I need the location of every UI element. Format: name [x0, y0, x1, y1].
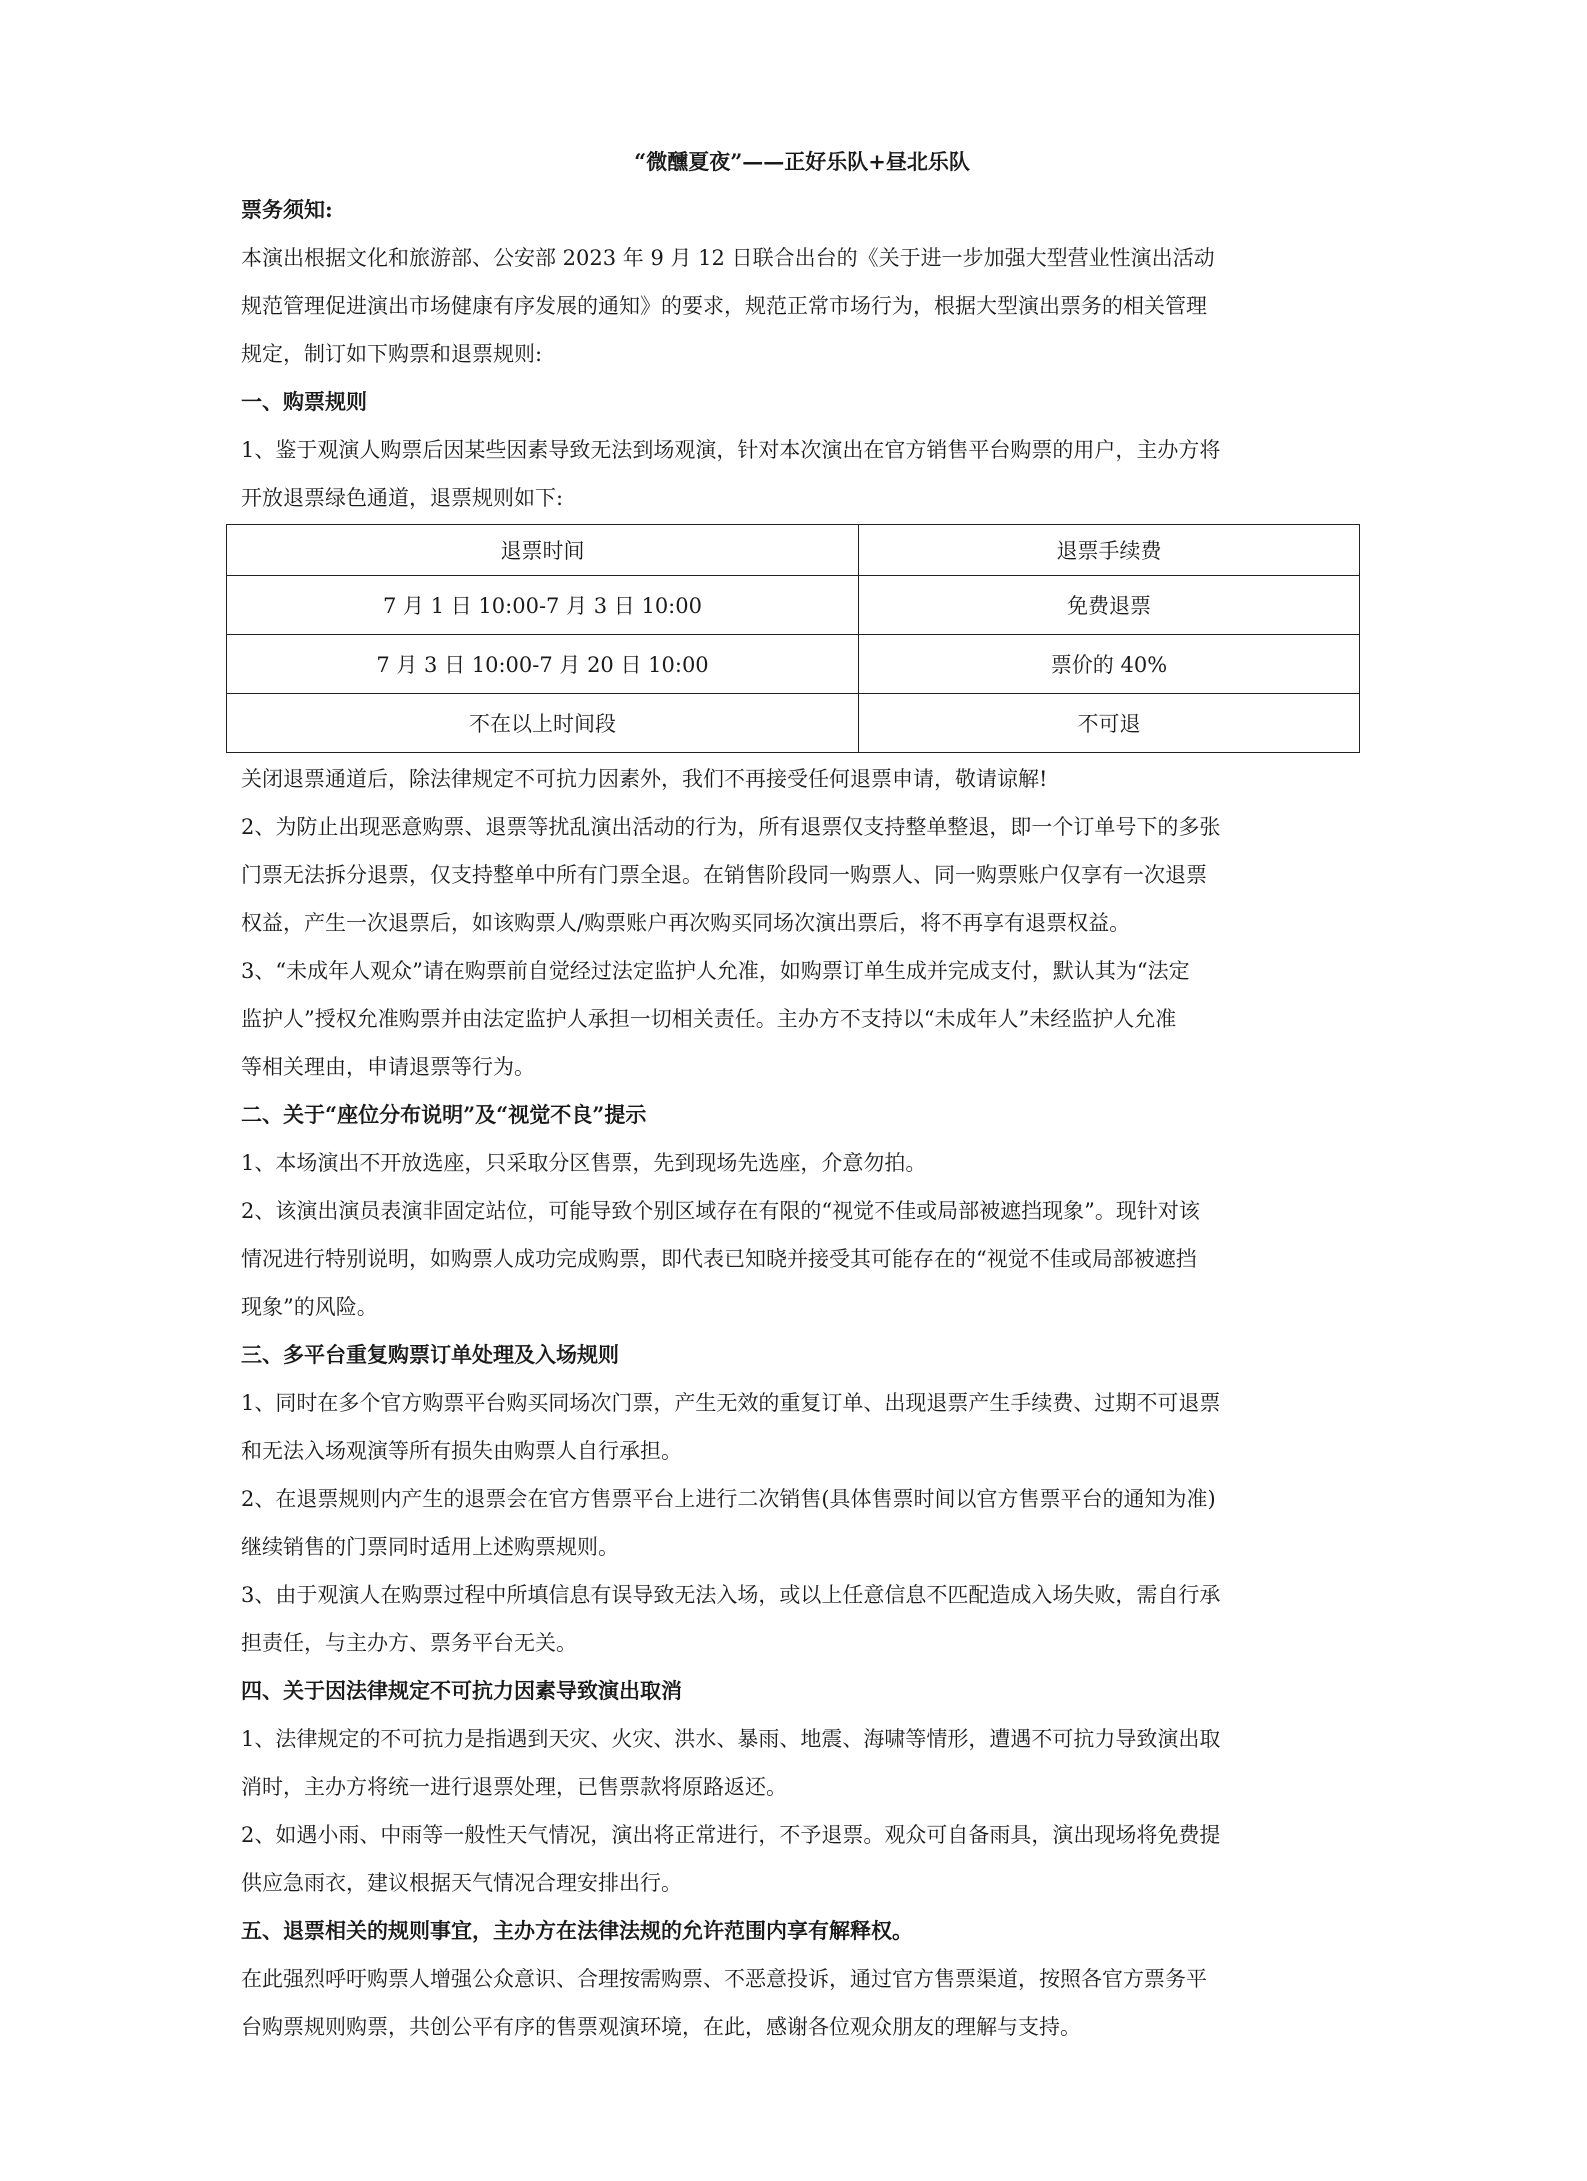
table-row [227, 694, 1360, 753]
table-header-cell: 退票时间 [227, 525, 859, 576]
text-line: 3、“未成年人观众”请在购票前自觉经过法定监护人允准，如购票订单生成并完成支付，默认其为“法定 [241, 959, 1190, 983]
text-line: 规范管理促进演出市场健康有序发展的通知》的要求，规范正常市场行为，根据大型演出票务的相关管理 [241, 294, 1207, 318]
refund-fee-table [226, 524, 1360, 753]
table-cell: 7 月 3 日 10:00-7 月 20 日 10:00 [227, 635, 859, 694]
intro-paragraph [241, 234, 1363, 378]
text-line: 1、同时在多个官方购票平台购买同场次门票，产生无效的重复订单、出现退票产生手续费、过期不可退票 [241, 1391, 1221, 1415]
text-line: 在此强烈呼吁购票人增强公众意识、合理按需购票、不恶意投诉，通过官方售票渠道，按照各官方票务平 [241, 1967, 1207, 1991]
section-3-paragraph-3 [241, 1571, 1363, 1667]
text-line: 1、本场演出不开放选座，只采取分区售票，先到现场先选座，介意勿拍。 [241, 1151, 927, 1175]
text-line: 继续销售的门票同时适用上述购票规则。 [241, 1535, 619, 1559]
text-line: 和无法入场观演等所有损失由购票人自行承担。 [241, 1439, 682, 1463]
text-line: 现象”的风险。 [241, 1295, 378, 1319]
text-line: 供应急雨衣，建议根据天气情况合理安排出行。 [241, 1871, 682, 1895]
text-line: 监护人”授权允准购票并由法定监护人承担一切相关责任。主办方不支持以“未成年人”未经监护人允准 [241, 1007, 1177, 1031]
section-heading: 四、关于因法律规定不可抗力因素导致演出取消 [241, 1678, 682, 1703]
table-row [227, 635, 1360, 694]
after-table-note: 关闭退票通道后，除法律规定不可抗力因素外，我们不再接受任何退票申请，敬请谅解! [241, 767, 1048, 791]
text-line: 2、为防止出现恶意购票、退票等扰乱演出活动的行为，所有退票仅支持整单整退，即一个订单号下的多张 [241, 815, 1221, 839]
table-cell: 票价的 40% [859, 635, 1360, 694]
section-heading: 一、购票规则 [241, 389, 367, 414]
table-cell: 7 月 1 日 10:00-7 月 3 日 10:00 [227, 576, 859, 635]
section-1-paragraph-1 [241, 426, 1363, 522]
table-row [227, 576, 1360, 635]
table-cell: 不在以上时间段 [227, 694, 859, 753]
text-line: 3、由于观演人在购票过程中所填信息有误导致无法入场，或以上任意信息不匹配造成入场失败，需自行承 [241, 1583, 1221, 1607]
text-line: 情况进行特别说明，如购票人成功完成购票，即代表已知晓并接受其可能存在的“视觉不佳或局部被遮挡 [241, 1247, 1197, 1271]
text-line: 本演出根据文化和旅游部、公安部 2023 年 9 月 12 日联合出台的《关于进一步加强大型营业性演出活动 [241, 246, 1215, 270]
text-line: 门票无法拆分退票，仅支持整单中所有门票全退。在销售阶段同一购票人、同一购票账户仅享有一次退票 [241, 863, 1207, 887]
text-line: 担责任，与主办方、票务平台无关。 [241, 1631, 577, 1655]
table-header-row [227, 525, 1360, 576]
section-1-paragraph-3 [241, 947, 1363, 1091]
section-2-paragraph-2 [241, 1187, 1363, 1331]
section-3-paragraph-1 [241, 1379, 1363, 1475]
text-line: 1、法律规定的不可抗力是指遇到天灾、火灾、洪水、暴雨、地震、海啸等情形，遭遇不可抗力导致演出取 [241, 1727, 1221, 1751]
section-3-paragraph-2 [241, 1475, 1363, 1571]
text-line: 2、该演出演员表演非固定站位，可能导致个别区域存在有限的“视觉不佳或局部被遮挡现象”。现针对该 [241, 1199, 1200, 1223]
text-line: 台购票规则购票，共创公平有序的售票观演环境，在此，感谢各位观众朋友的理解与支持。 [241, 2015, 1081, 2039]
table-cell: 免费退票 [859, 576, 1360, 635]
notice-heading: 票务须知: [241, 197, 333, 222]
table-header-cell: 退票手续费 [859, 525, 1360, 576]
text-line: 开放退票绿色通道，退票规则如下: [241, 486, 564, 510]
section-1-paragraph-2 [241, 803, 1363, 947]
section-heading: 二、关于“座位分布说明”及“视觉不良”提示 [241, 1102, 647, 1127]
section-4-paragraph-2 [241, 1811, 1363, 1907]
section-5-paragraph-1 [241, 1955, 1363, 2051]
text-line: 2、如遇小雨、中雨等一般性天气情况，演出将正常进行，不予退票。观众可自备雨具，演出现场将免费提 [241, 1823, 1221, 1847]
text-line: 2、在退票规则内产生的退票会在官方售票平台上进行二次销售(具体售票时间以官方售票平台的通知为准) [241, 1487, 1216, 1511]
section-2-paragraph-1 [241, 1139, 1363, 1187]
text-line: 规定，制订如下购票和退票规则: [241, 342, 543, 366]
text-line: 等相关理由，申请退票等行为。 [241, 1055, 535, 1079]
text-line: 消时，主办方将统一进行退票处理，已售票款将原路返还。 [241, 1775, 787, 1799]
section-heading: 三、多平台重复购票订单处理及入场规则 [241, 1342, 619, 1367]
table-cell: 不可退 [859, 694, 1360, 753]
text-line: 权益，产生一次退票后，如该购票人/购票账户再次购买同场次演出票后，将不再享有退票权益。 [241, 911, 1131, 935]
document-title: “微醺夏夜”——正好乐队+昼北乐队 [634, 149, 970, 174]
section-heading: 五、退票相关的规则事宜，主办方在法律法规的允许范围内享有解释权。 [241, 1918, 913, 1943]
text-line: 1、鉴于观演人购票后因某些因素导致无法到场观演，针对本次演出在官方销售平台购票的用户，主办方将 [241, 438, 1221, 462]
section-4-paragraph-1 [241, 1715, 1363, 1811]
